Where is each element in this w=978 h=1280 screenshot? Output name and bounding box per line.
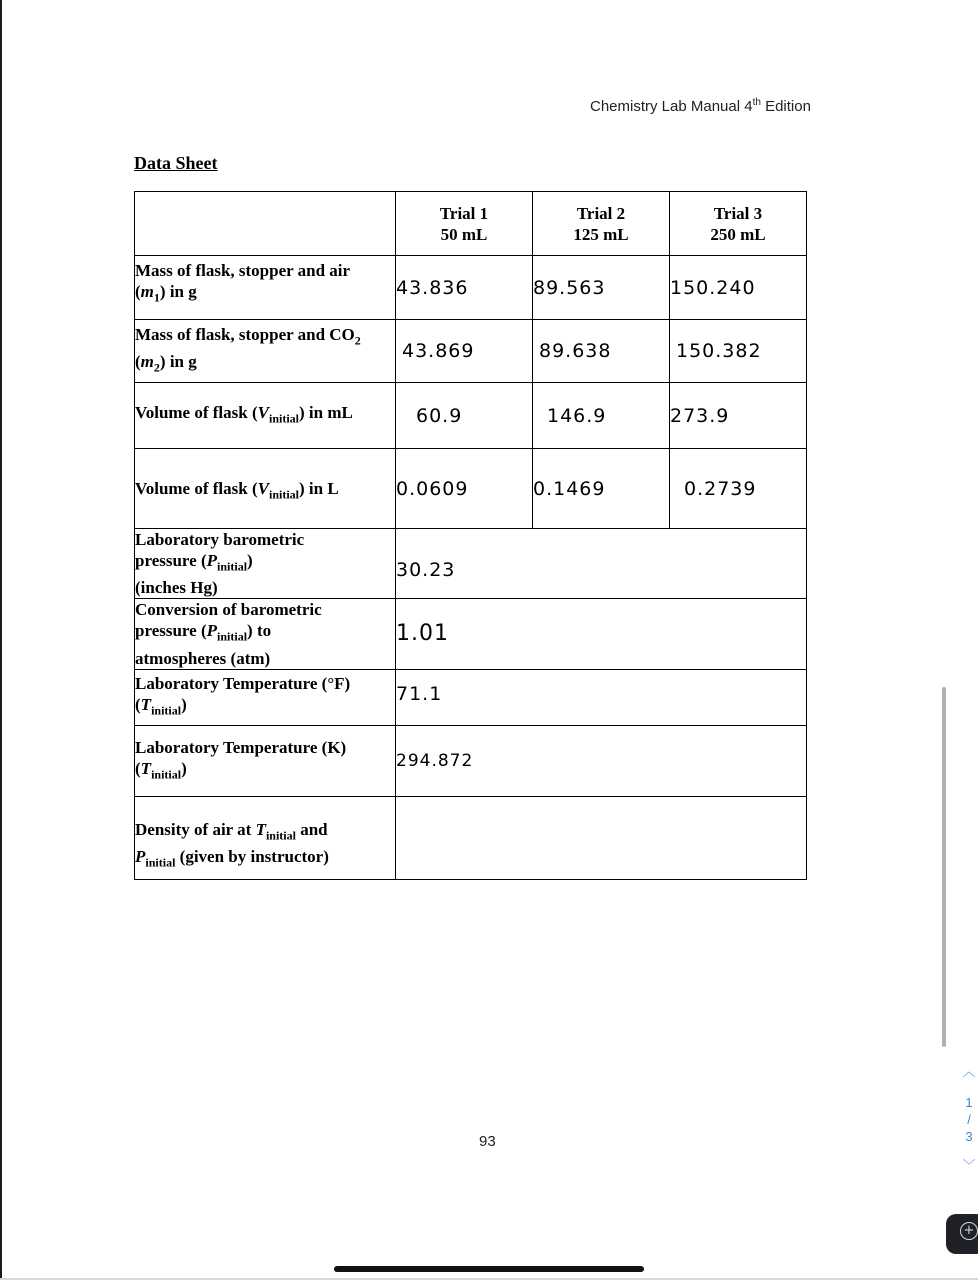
m1-trial-1-value: 43.836	[396, 256, 533, 320]
table-row-temp-f	[135, 669, 807, 725]
manual-title: Chemistry Lab Manual 4	[590, 98, 753, 115]
page-navigator	[960, 1063, 978, 1174]
m2-trial-3-value: 150.382	[670, 320, 807, 383]
pressure-value: 30.23	[396, 529, 807, 599]
row-label-pressure: Laboratory barometric pressure $(P_{initial})$ (inches Hg)	[135, 529, 396, 599]
zoom-button[interactable]	[946, 1214, 978, 1254]
vol-l-trial-1-value: 0.0609	[396, 449, 533, 529]
trial-1-header: Trial 1 50 mL	[396, 192, 533, 256]
table-row-pressure	[135, 529, 807, 599]
vol-ml-trial-2-value: 146.9	[533, 383, 670, 449]
chevron-up-icon[interactable]: ︿	[962, 1064, 976, 1079]
zoom-in-icon: +	[960, 1222, 978, 1240]
row-label-vol-l: Volume of flask $(V_{initial})$ in L	[135, 449, 396, 529]
edition-word: Edition	[760, 98, 811, 115]
table-row-density	[135, 796, 807, 879]
total-pages: 3	[965, 1129, 973, 1144]
home-indicator[interactable]	[334, 1266, 644, 1272]
vol-l-trial-3-value: 0.2739	[670, 449, 807, 529]
current-page: 1	[965, 1095, 973, 1110]
table-row-vol-l	[135, 449, 807, 529]
vol-l-trial-2-value: 0.1469	[533, 449, 670, 529]
page-number: 93	[479, 1133, 496, 1150]
edition-superscript: th	[752, 97, 761, 108]
chevron-down-icon[interactable]: ﹀	[962, 1158, 976, 1173]
m1-trial-3-value: 150.240	[670, 256, 807, 320]
section-title: Data Sheet	[134, 153, 218, 173]
table-row-vol-ml	[135, 383, 807, 449]
row-label-temp-f: Laboratory Temperature (°F) $(T_{initial})$	[135, 669, 396, 725]
data-sheet-table	[134, 191, 807, 880]
table-row-m1	[135, 256, 807, 320]
row-label-m2: Mass of flask, stopper and $CO_2$ $(m_2)$ in g	[135, 320, 396, 383]
m1-trial-2-value: 89.563	[533, 256, 670, 320]
temp-f-value: 71.1	[396, 669, 807, 725]
row-label-density: Density of air at $T_{initial}$ and $P_{initial}$ (given by instructor)	[135, 796, 396, 879]
pressure-atm-value: 1.01	[396, 599, 807, 669]
temp-k-value: 294.872	[396, 725, 807, 796]
m2-trial-2-value: 89.638	[533, 320, 670, 383]
row-label-m1: Mass of flask, stopper and air $(m_1)$ in g	[135, 256, 396, 320]
page-left-border	[0, 0, 2, 1280]
row-label-temp-k: Laboratory Temperature (K) $(T_{initial})$	[135, 725, 396, 796]
table-row-pressure-atm	[135, 599, 807, 669]
table-row-temp-k	[135, 725, 807, 796]
table-row-m2	[135, 320, 807, 383]
trial-2-header: Trial 2 125 mL	[533, 192, 670, 256]
manual-header	[590, 97, 890, 115]
vol-ml-trial-3-value: 273.9	[670, 383, 807, 449]
header-blank-cell	[135, 192, 396, 256]
table-header-row	[135, 192, 807, 256]
trial-3-header: Trial 3 250 mL	[670, 192, 807, 256]
row-label-vol-ml: Volume of flask $(V_{initial})$ in mL	[135, 383, 396, 449]
vol-ml-trial-1-value: 60.9	[396, 383, 533, 449]
m2-trial-1-value: 43.869	[396, 320, 533, 383]
row-label-pressure-atm: Conversion of barometric pressure $(P_{initial})$ to atmospheres (atm)	[135, 599, 396, 669]
density-value	[396, 796, 807, 879]
page-separator: /	[967, 1112, 971, 1127]
scrollbar-thumb[interactable]	[942, 687, 946, 1047]
